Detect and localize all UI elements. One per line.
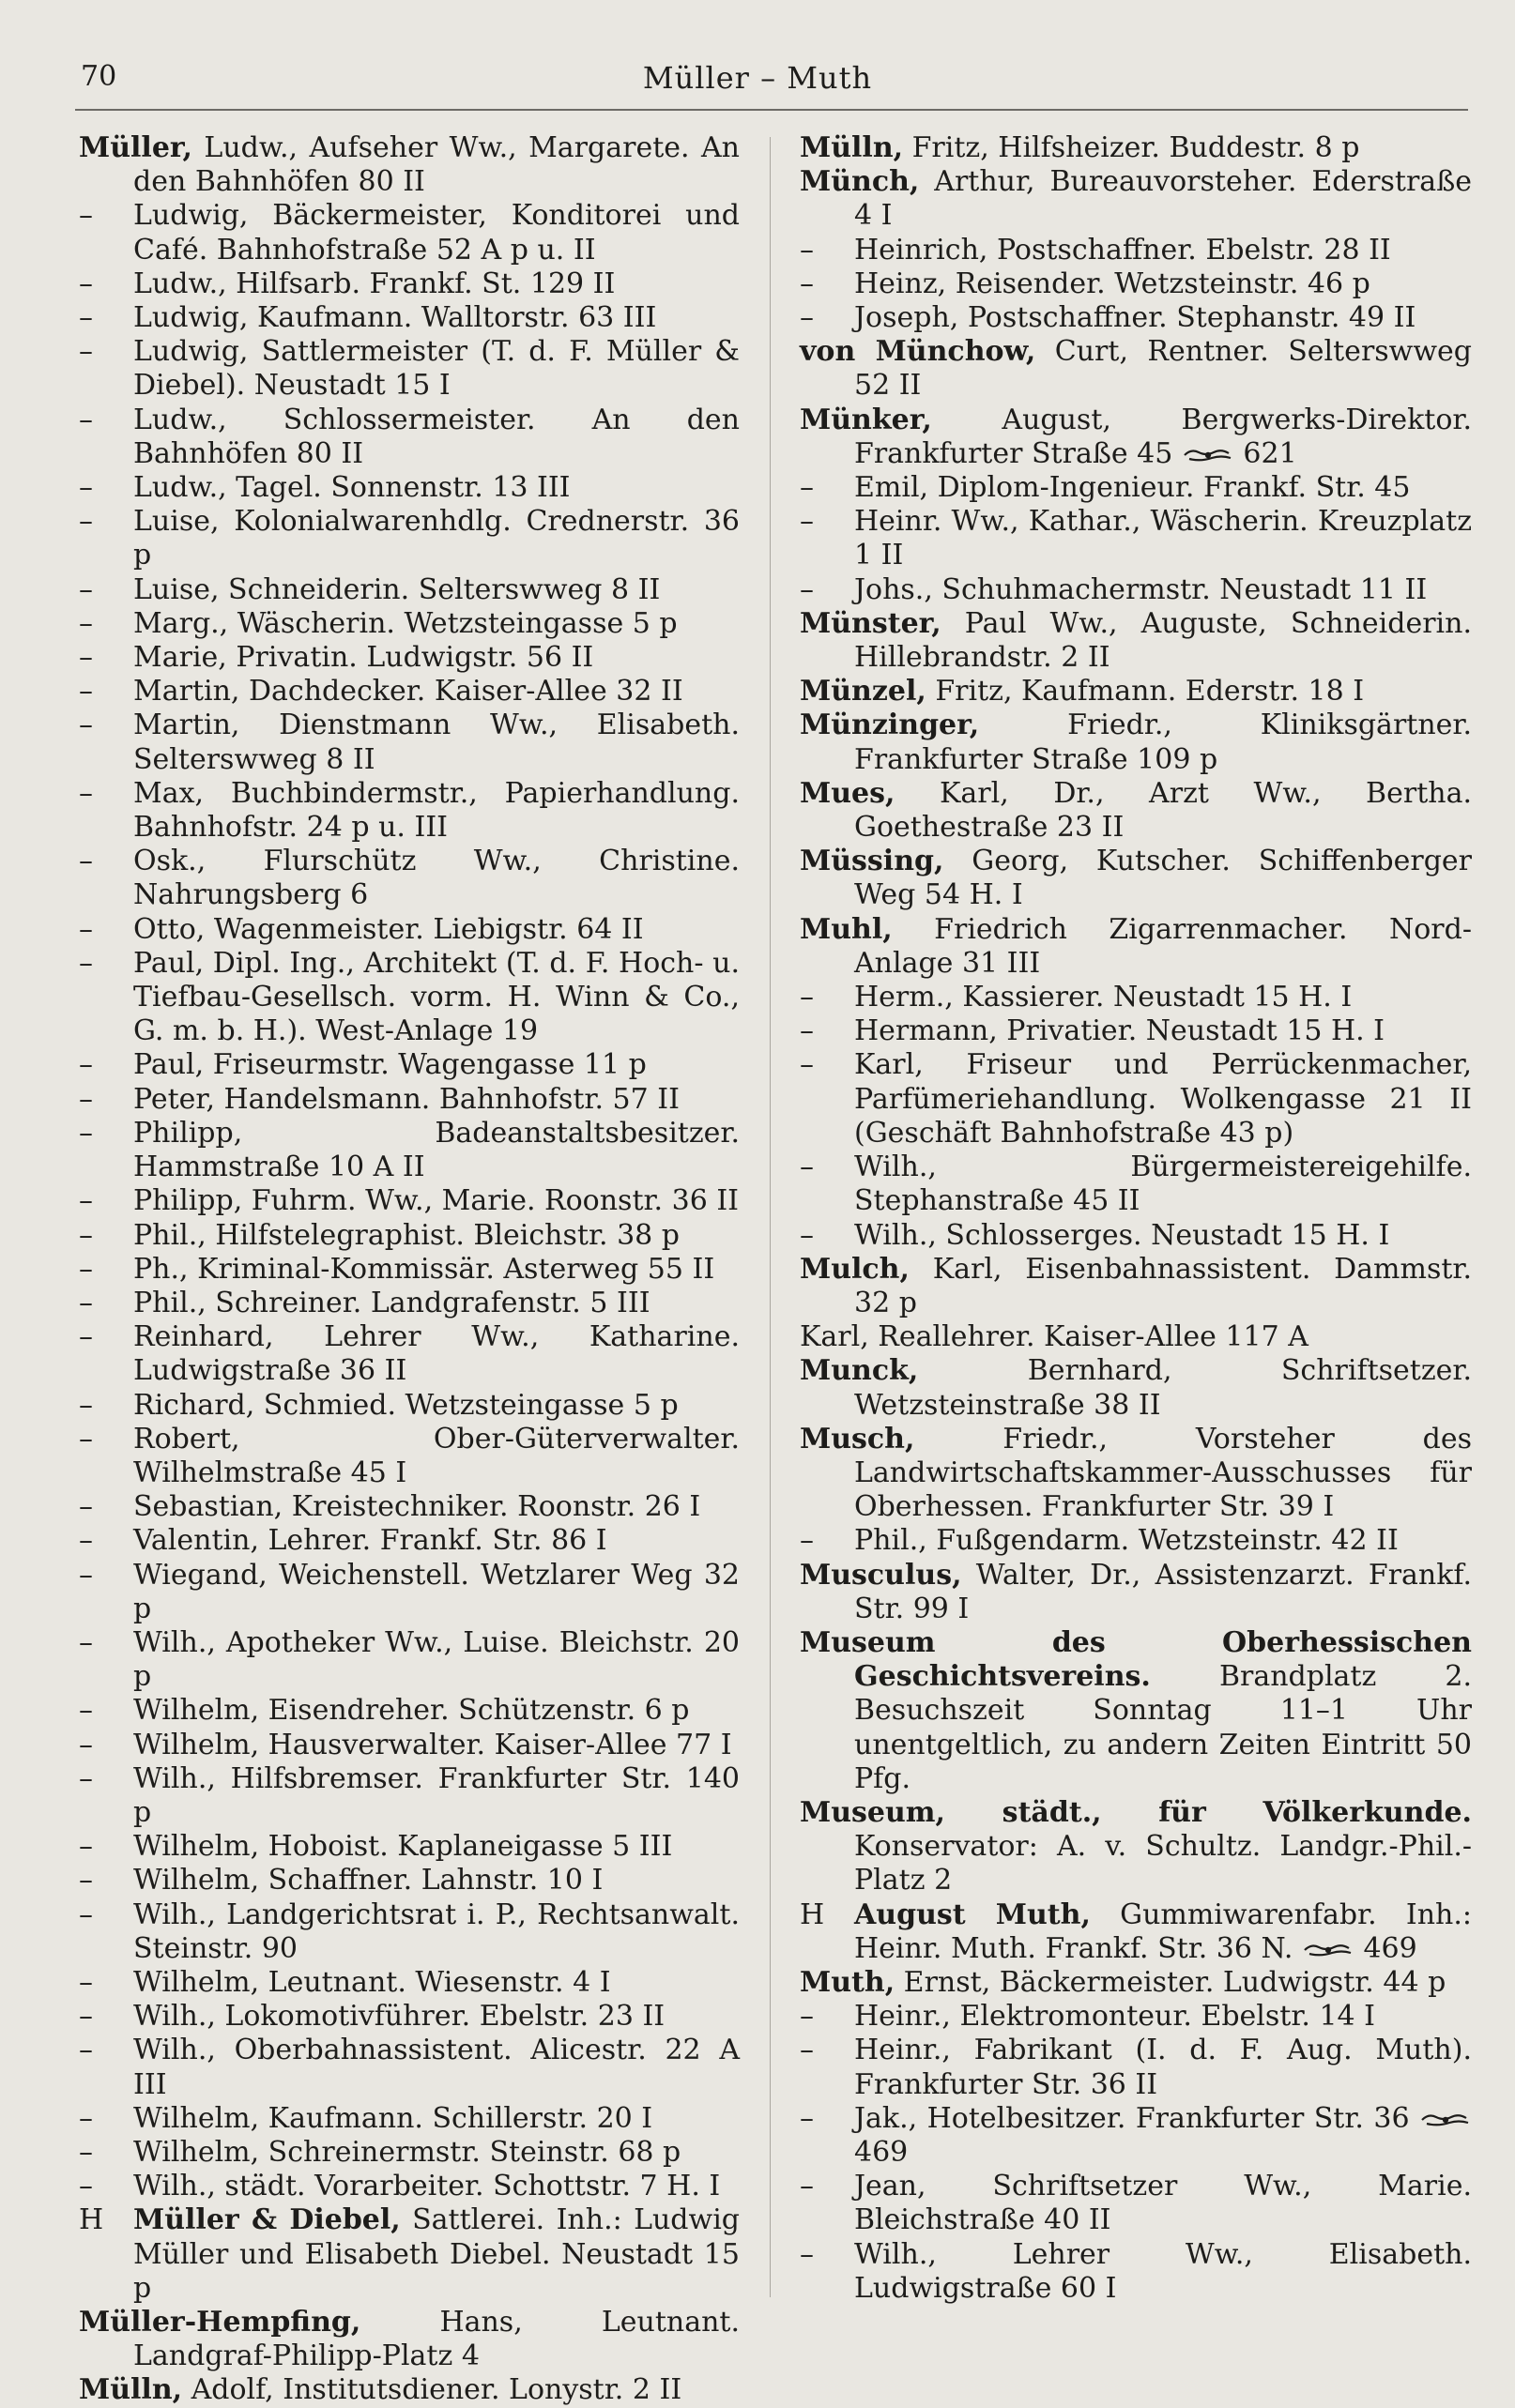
entry-text: Wilh., städt. Vorarbeiter. Schottstr. 7 H. I <box>133 2170 721 2203</box>
directory-sub-entry <box>79 641 740 675</box>
directory-sub-entry <box>800 2170 1472 2237</box>
entry-marker: – <box>800 1014 814 1048</box>
entry-text: Marg., Wäscherin. Wetzsteingasse 5 p <box>133 606 678 640</box>
entry-text: Karl, Friseur und Perrückenmacher, Parfümeriehandlung. Wolkengasse 21 II (Geschäft Bahnhofstraße 43 p) <box>854 1048 1472 1150</box>
entry-text: Georg, Kutscher. Schiffenberger Weg 54 H. I <box>854 845 1472 912</box>
entry-marker: – <box>800 505 814 539</box>
entry-marker: – <box>79 1116 93 1150</box>
entry-text: Reinhard, Lehrer Ww., Katharine. Ludwigstraße 36 II <box>133 1320 740 1388</box>
entry-text: Wilh., Lokomotivführer. Ebelstr. 23 II <box>133 2000 666 2034</box>
entry-text: Friedr., Kliniksgärtner. Frankfurter Straße 109 p <box>854 709 1472 776</box>
entry-text: Ludw., Aufseher Ww., Margarete. An den Bahnhöfen 80 II <box>133 131 740 199</box>
entry-text: Phil., Fußgendarm. Wetzsteinstr. 42 II <box>854 1524 1399 1558</box>
entry-surname: Mülln, <box>800 131 904 164</box>
entry-text: Wilh., Hilfsbremser. Frankfurter Str. 140 p <box>133 1761 740 1829</box>
directory-entry <box>800 607 1472 675</box>
entry-text: Heinr. Ww., Kathar., Wäscherin. Kreuzplatz 1 II <box>854 505 1472 572</box>
entry-text: Max, Buchbindermstr., Papierhandlung. Bahnhofstr. 24 p u. III <box>133 776 740 845</box>
entry-marker: – <box>79 2170 93 2203</box>
entry-surname: Münker, <box>800 403 932 436</box>
directory-sub-entry <box>800 2238 1472 2306</box>
entry-marker: – <box>800 2237 814 2271</box>
entry-text: Gummiwarenfabr. Inh.: Heinr. Muth. Frankf. Str. 36 N. <box>854 1897 1472 1965</box>
entry-surname: Müssing, <box>800 845 944 878</box>
entry-surname: Musculus, <box>800 1558 962 1592</box>
directory-entry <box>79 131 740 199</box>
entry-marker: – <box>79 1728 93 1761</box>
directory-sub-entry <box>800 267 1472 301</box>
entry-text: Johs., Schuhmachermstr. Neustadt 11 II <box>854 572 1428 606</box>
entry-text: Wilhelm, Kaufmann. Schillerstr. 20 I <box>133 2101 653 2135</box>
entry-marker: – <box>79 572 93 606</box>
directory-entry <box>800 1354 1472 1422</box>
entry-marker: – <box>79 335 93 369</box>
directory-sub-entry <box>800 981 1472 1014</box>
entry-marker: – <box>79 1558 93 1592</box>
directory-sub-entry <box>800 2102 1472 2170</box>
entry-text: August, Bergwerks-Direktor. Frankfurter Straße 45 <box>854 403 1472 470</box>
directory-sub-entry <box>79 1830 740 1864</box>
entry-text: Peter, Handelsmann. Bahnhofstr. 57 II <box>133 1082 680 1116</box>
entry-text: Ludw., Schlossermeister. An den Bahnhöfen 80 II <box>133 403 740 470</box>
entry-surname: Muhl, <box>800 912 893 946</box>
entry-text: Ludw., Hilfsarb. Frankf. St. 129 II <box>133 267 616 300</box>
column-divider <box>770 137 771 2297</box>
directory-sub-entry <box>79 1083 740 1117</box>
entry-text: Herm., Kassierer. Neustadt 15 H. I <box>854 981 1353 1014</box>
entry-marker: – <box>79 946 93 980</box>
entry-marker: – <box>79 776 93 810</box>
directory-entry <box>800 335 1472 403</box>
entry-surname: Müller & Diebel, <box>133 2203 401 2237</box>
entry-surname: Müller, <box>79 131 192 164</box>
directory-entry <box>79 2203 740 2306</box>
directory-sub-entry <box>79 1423 740 1490</box>
entry-text: Wilh., Apotheker Ww., Luise. Bleichstr. 20 p <box>133 1625 740 1694</box>
directory-entry <box>800 1966 1472 2000</box>
entry-text: Wilhelm, Leutnant. Wiesenstr. 4 I <box>133 1965 611 1999</box>
directory-sub-entry <box>800 573 1472 607</box>
directory-sub-entry <box>79 1762 740 1830</box>
directory-sub-entry <box>79 607 740 641</box>
directory-sub-entry <box>79 1253 740 1287</box>
entry-text: Wilhelm, Hausverwalter. Kaiser-Allee 77 I <box>133 1728 732 1761</box>
entry-marker: – <box>79 1965 93 1999</box>
directory-sub-entry <box>79 2000 740 2034</box>
entry-text: Otto, Wagenmeister. Liebigstr. 64 II <box>133 912 644 946</box>
entry-surname: Münster, <box>800 606 941 640</box>
entry-text: Karl, Reallehrer. Kaiser-Allee 117 A <box>800 1320 1308 1354</box>
directory-sub-entry <box>800 1219 1472 1253</box>
entry-text: Adolf, Institutsdiener. Lonystr. 2 II <box>182 2373 682 2407</box>
entry-text: Fritz, Kaufmann. Ederstr. 18 I <box>926 675 1365 709</box>
directory-sub-entry <box>800 1320 1472 1354</box>
directory-entry <box>800 777 1472 845</box>
entry-text: Phil., Hilfstelegraphist. Bleichstr. 38 p <box>133 1218 680 1252</box>
entry-text: Ludwig, Kaufmann. Walltorstr. 63 III <box>133 301 657 335</box>
directory-sub-entry <box>79 1117 740 1184</box>
directory-sub-entry <box>79 1389 740 1423</box>
directory-sub-entry <box>800 234 1472 267</box>
entry-marker: – <box>79 1761 93 1795</box>
directory-entry <box>800 913 1472 981</box>
directory-sub-entry <box>79 267 740 301</box>
directory-sub-entry <box>79 1524 740 1558</box>
entry-marker: – <box>79 267 93 300</box>
directory-sub-entry <box>79 471 740 505</box>
entry-marker: – <box>79 709 93 742</box>
entry-text: Hans, Leutnant. Landgraf-Philipp-Platz 4 <box>133 2306 740 2373</box>
phone-number: 469 <box>854 2135 909 2169</box>
entry-text: Philipp, Fuhrm. Ww., Marie. Roonstr. 36 II <box>133 1184 740 1218</box>
entry-text: Wilh., Landgerichtsrat i. P., Rechtsanwalt. Steinstr. 90 <box>133 1897 740 1965</box>
entry-marker: – <box>79 403 93 436</box>
entry-marker: – <box>79 641 93 675</box>
phone-number: 621 <box>1233 436 1297 470</box>
directory-sub-entry <box>79 1320 740 1388</box>
entry-text: Phil., Schreiner. Landgrafenstr. 5 III <box>133 1286 650 1319</box>
directory-entry <box>79 2306 740 2373</box>
entry-surname: von Münchow, <box>800 335 1036 369</box>
entry-marker: – <box>79 1184 93 1218</box>
directory-entry <box>800 845 1472 912</box>
entry-marker: – <box>79 1524 93 1558</box>
entry-marker: – <box>79 912 93 946</box>
entry-text: Richard, Schmied. Wetzsteingasse 5 p <box>133 1388 679 1422</box>
entry-text: Curt, Rentner. Selterswweg 52 II <box>854 335 1472 403</box>
directory-sub-entry <box>79 573 740 607</box>
entry-surname: Mülln, <box>79 2373 183 2407</box>
directory-sub-entry <box>79 1898 740 1966</box>
directory-sub-entry <box>79 709 740 776</box>
entry-marker: – <box>79 1864 93 1897</box>
left-column <box>79 131 740 2408</box>
entry-text: Wilhelm, Eisendreher. Schützenstr. 6 p <box>133 1694 690 1728</box>
entry-text: Wilh., Lehrer Ww., Elisabeth. Ludwigstraße 60 I <box>854 2237 1472 2305</box>
entry-marker: – <box>800 301 814 335</box>
entry-marker: – <box>79 1490 93 1524</box>
directory-entry <box>800 1898 1472 1966</box>
entry-text: Marie, Privatin. Ludwigstr. 56 II <box>133 641 594 675</box>
phone-number: 469 <box>1354 1931 1417 1965</box>
entry-text: Karl, Eisenbahnassistent. Dammstr. 32 p <box>854 1252 1472 1319</box>
directory-entry <box>800 1559 1472 1626</box>
directory-entry <box>800 131 1472 165</box>
entry-text: Arthur, Bureauvorsteher. Ederstraße 4 I <box>854 165 1472 233</box>
directory-sub-entry <box>79 1287 740 1320</box>
entry-text: Luise, Schneiderin. Selterswweg 8 II <box>133 572 661 606</box>
directory-entry <box>800 1253 1472 1320</box>
entry-text: Robert, Ober-Güterverwalter. Wilhelmstraße 45 I <box>133 1422 740 1489</box>
entry-marker: – <box>79 1897 93 1931</box>
entry-marker: – <box>800 572 814 606</box>
entry-surname: Munck, <box>800 1354 919 1388</box>
entry-text: Martin, Dienstmann Ww., Elisabeth. Selterswweg 8 II <box>133 709 740 776</box>
entry-marker: – <box>800 2000 814 2034</box>
entry-marker: – <box>800 267 814 300</box>
directory-sub-entry <box>79 1490 740 1524</box>
directory-sub-entry <box>79 2034 740 2101</box>
entry-text: Wilhelm, Schaffner. Lahnstr. 10 I <box>133 1864 604 1897</box>
entry-text: Ernst, Bäckermeister. Ludwigstr. 44 p <box>895 1965 1446 1999</box>
entry-marker: – <box>79 2000 93 2034</box>
entry-text: Philipp, Badeanstaltsbesitzer. Hammstraße 10 A II <box>133 1116 740 1184</box>
entry-surname: Mulch, <box>800 1252 910 1286</box>
entry-marker: – <box>79 1218 93 1252</box>
directory-entry <box>800 404 1472 471</box>
entry-surname: Mues, <box>800 776 895 810</box>
entry-surname: Museum, städt., für Völkerkunde. <box>800 1795 1472 1829</box>
entry-text: Ludw., Tagel. Sonnenstr. 13 III <box>133 471 571 505</box>
directory-sub-entry <box>79 1729 740 1762</box>
directory-sub-entry <box>79 199 740 267</box>
entry-text: Heinr., Elektromonteur. Ebelstr. 14 I <box>854 2000 1376 2034</box>
directory-sub-entry <box>79 301 740 335</box>
entry-text: Wilhelm, Schreinermstr. Steinstr. 68 p <box>133 2135 681 2169</box>
entry-text: Heinz, Reisender. Wetzsteinstr. 46 p <box>854 267 1370 300</box>
directory-sub-entry <box>79 1626 740 1694</box>
directory-sub-entry <box>79 947 740 1049</box>
directory-sub-entry <box>800 1048 1472 1151</box>
entry-marker: – <box>800 981 814 1014</box>
entry-marker: – <box>79 2135 93 2169</box>
entry-marker: – <box>79 1286 93 1319</box>
entry-text: Friedr., Vorsteher des Landwirtschaftskammer-Ausschusses für Oberhessen. Frankfurter Str. 39 I <box>854 1422 1472 1524</box>
directory-sub-entry <box>79 404 740 471</box>
entry-text: Bernhard, Schriftsetzer. Wetzsteinstraße 38 II <box>854 1354 1472 1422</box>
directory-sub-entry <box>79 1184 740 1218</box>
directory-sub-entry <box>79 2136 740 2170</box>
directory-sub-entry <box>79 845 740 912</box>
entry-text: Fritz, Hilfsheizer. Buddestr. 8 p <box>903 131 1360 164</box>
entry-text: Wilh., Oberbahnassistent. Alicestr. 22 A III <box>133 2034 740 2101</box>
entry-marker: – <box>800 2101 814 2135</box>
entry-marker: – <box>79 505 93 539</box>
right-column <box>800 131 1472 2306</box>
entry-text: Wilh., Schlosserges. Neustadt 15 H. I <box>854 1218 1390 1252</box>
entry-text: Heinr., Fabrikant (I. d. F. Aug. Muth). Frankfurter Str. 36 II <box>854 2034 1472 2101</box>
running-title: Müller – Muth <box>642 60 873 96</box>
entry-marker: – <box>79 1422 93 1455</box>
entry-marker: – <box>79 1694 93 1728</box>
directory-sub-entry <box>79 1694 740 1728</box>
entry-text: Paul Ww., Auguste, Schneiderin. Hillebrandstr. 2 II <box>854 606 1472 675</box>
entry-marker: – <box>800 2170 814 2203</box>
entry-surname: Münzel, <box>800 675 926 709</box>
directory-entry <box>800 1796 1472 1898</box>
entry-text: Luise, Kolonialwarenhdlg. Crednerstr. 36 p <box>133 505 740 572</box>
telephone-icon <box>1182 447 1234 464</box>
entry-marker: – <box>800 2034 814 2067</box>
entry-marker: – <box>79 1252 93 1286</box>
entry-text: Osk., Flurschütz Ww., Christine. Nahrungsberg 6 <box>133 845 740 912</box>
entry-marker: – <box>79 1625 93 1659</box>
telephone-icon <box>1302 1942 1354 1958</box>
header-rule <box>75 109 1468 111</box>
entry-marker: – <box>79 199 93 233</box>
entry-marker: – <box>79 606 93 640</box>
directory-sub-entry <box>800 1151 1472 1218</box>
entry-text: Martin, Dachdecker. Kaiser-Allee 32 II <box>133 675 683 709</box>
entry-marker: – <box>79 1830 93 1864</box>
entry-marker: – <box>79 1388 93 1422</box>
entry-surname: August Muth, <box>854 1897 1091 1931</box>
directory-entry <box>800 1626 1472 1796</box>
directory-entry <box>79 2373 740 2407</box>
directory-entry <box>800 1423 1472 1525</box>
directory-sub-entry <box>800 2034 1472 2101</box>
entry-text: Hermann, Privatier. Neustadt 15 H. I <box>854 1014 1385 1048</box>
directory-sub-entry <box>79 1048 740 1082</box>
entry-text: Brandplatz 2. Besuchszeit Sonntag 11–1 Uhr unentgeltlich, zu andern Zeiten Eintritt 50 Pfg. <box>854 1660 1472 1795</box>
entry-text: Wiegand, Weichenstell. Wetzlarer Weg 32 p <box>133 1558 740 1625</box>
entry-text: Valentin, Lehrer. Frankf. Str. 86 I <box>133 1524 607 1558</box>
entry-text: Heinrich, Postschaffner. Ebelstr. 28 II <box>854 233 1391 267</box>
entry-text: Walter, Dr., Assistenzarzt. Frankf. Str. 99 I <box>854 1558 1472 1625</box>
directory-sub-entry <box>79 777 740 845</box>
entry-text: Paul, Dipl. Ing., Architekt (T. d. F. Hoch- u. Tiefbau-Gesellsch. vorm. H. Winn & Co., G. m. b. H.). West-Anlage 19 <box>133 946 740 1048</box>
entry-marker: – <box>79 2101 93 2135</box>
directory-entry <box>800 165 1472 233</box>
entry-text: Karl, Dr., Arzt Ww., Bertha. Goethestraße 23 II <box>854 776 1472 845</box>
entry-text: Emil, Diplom-Ingenieur. Frankf. Str. 45 <box>854 471 1411 505</box>
directory-sub-entry <box>79 335 740 403</box>
entry-surname: Münzinger, <box>800 709 980 742</box>
directory-sub-entry <box>79 1559 740 1626</box>
entry-text: Wilh., Bürgermeistereigehilfe. Stephanstraße 45 II <box>854 1151 1472 1218</box>
directory-sub-entry <box>800 1014 1472 1048</box>
directory-sub-entry <box>800 505 1472 572</box>
entry-text: Paul, Friseurmstr. Wagengasse 11 p <box>133 1048 647 1082</box>
entry-marker: – <box>79 1082 93 1116</box>
entry-marker: – <box>79 845 93 878</box>
directory-sub-entry <box>800 2000 1472 2034</box>
entry-marker: H <box>79 2203 104 2237</box>
entry-surname: Museum des Oberhessischen Geschichtsvereins. <box>800 1625 1472 1694</box>
directory-entry <box>800 709 1472 776</box>
directory-sub-entry <box>79 2170 740 2203</box>
entry-text: Jean, Schriftsetzer Ww., Marie. Bleichstraße 40 II <box>854 2170 1472 2237</box>
directory-sub-entry <box>79 1966 740 2000</box>
entry-text: Ludwig, Bäckermeister, Konditorei und Café. Bahnhofstraße 52 A p u. II <box>133 199 740 267</box>
entry-text: Jak., Hotelbesitzer. Frankfurter Str. 36 <box>854 2101 1410 2135</box>
entry-text: Wilhelm, Hoboist. Kaplaneigasse 5 III <box>133 1830 673 1864</box>
directory-sub-entry <box>79 2102 740 2136</box>
entry-surname: Muth, <box>800 1965 895 1999</box>
directory-sub-entry <box>79 1219 740 1253</box>
entry-marker: – <box>79 2034 93 2067</box>
page-number: 70 <box>81 60 117 93</box>
directory-sub-entry <box>79 675 740 709</box>
entry-text: Friedrich Zigarrenmacher. Nord-Anlage 31 III <box>854 912 1472 980</box>
directory-sub-entry <box>79 505 740 572</box>
directory-sub-entry <box>79 913 740 947</box>
entry-marker: – <box>800 233 814 267</box>
directory-sub-entry <box>79 1864 740 1897</box>
entry-marker: – <box>800 471 814 505</box>
entry-marker: – <box>79 301 93 335</box>
directory-sub-entry <box>800 471 1472 505</box>
entry-text: Ph., Kriminal-Kommissär. Asterweg 55 II <box>133 1252 715 1286</box>
entry-marker: – <box>79 1320 93 1354</box>
telephone-icon <box>1419 2111 1472 2128</box>
entry-marker: H <box>800 1897 825 1931</box>
entry-marker: – <box>79 1048 93 1082</box>
entry-marker: – <box>79 675 93 709</box>
directory-sub-entry <box>800 301 1472 335</box>
entry-text: Joseph, Postschaffner. Stephanstr. 49 II <box>854 301 1416 335</box>
entry-surname: Müller-Hempfing, <box>79 2306 361 2339</box>
entry-text: Sebastian, Kreistechniker. Roonstr. 26 I <box>133 1490 701 1524</box>
entry-marker: – <box>800 1218 814 1252</box>
entry-text: Sattlerei. Inh.: Ludwig Müller und Elisabeth Diebel. Neustadt 15 p <box>133 2203 740 2305</box>
entry-marker: – <box>800 1151 814 1184</box>
entry-marker: – <box>79 471 93 505</box>
entry-marker: – <box>800 1524 814 1558</box>
directory-sub-entry <box>800 1524 1472 1558</box>
entry-text: Konservator: A. v. Schultz. Landgr.-Phil.-Platz 2 <box>854 1830 1472 1897</box>
entry-marker: – <box>800 1048 814 1082</box>
entry-text: Ludwig, Sattlermeister (T. d. F. Müller & Diebel). Neustadt 15 I <box>133 335 740 403</box>
entry-surname: Musch, <box>800 1422 915 1455</box>
entry-surname: Münch, <box>800 165 920 199</box>
directory-entry <box>800 675 1472 709</box>
